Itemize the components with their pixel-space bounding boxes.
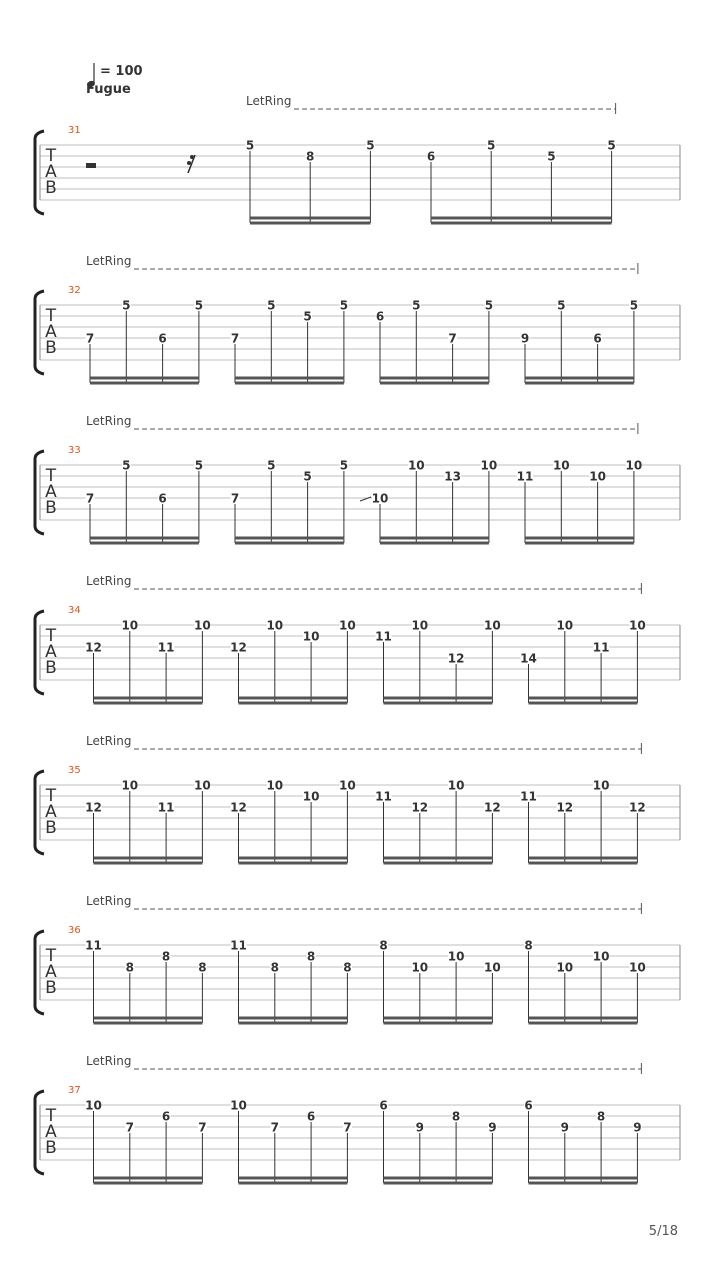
fret-number: 12	[629, 800, 646, 815]
fret-number: 6	[161, 1109, 171, 1124]
beam-primary	[250, 217, 370, 220]
beam-secondary	[384, 1182, 493, 1185]
fret-number: 8	[161, 949, 171, 964]
fret-number: 7	[448, 331, 457, 346]
beam-primary	[384, 1177, 493, 1180]
tab-clef-letter: A	[45, 642, 57, 662]
beam-group	[524, 939, 646, 1025]
section-title: Fugue	[86, 82, 131, 97]
fret-number: 8	[306, 949, 316, 964]
fret-number: 10	[484, 960, 501, 975]
fret-number: 5	[194, 298, 204, 313]
half-rest	[86, 163, 96, 168]
beam-secondary	[239, 862, 348, 865]
fret-number: 9	[560, 1120, 569, 1135]
beam-primary	[235, 377, 344, 380]
fret-number: 9	[488, 1120, 497, 1135]
beam-group	[524, 1099, 642, 1185]
fret-number: 8	[125, 960, 134, 975]
tab-clef-letter: B	[45, 658, 57, 678]
tab-clef-letter: A	[45, 162, 57, 182]
fret-number: 10	[556, 960, 574, 975]
tab-clef-letter: A	[45, 802, 57, 822]
fret-number: 5	[366, 138, 375, 153]
tab-clef-letter: T	[45, 626, 57, 646]
fret-number: 10	[371, 491, 389, 506]
beam-secondary	[239, 702, 348, 705]
fret-number: 10	[407, 458, 425, 473]
beam-group	[230, 779, 356, 865]
beam-secondary	[384, 1022, 493, 1025]
beam-group	[375, 619, 501, 705]
fret-number: 7	[198, 1120, 207, 1135]
fret-number: 7	[85, 491, 95, 506]
beam-primary	[90, 377, 199, 380]
fret-number: 5	[122, 298, 131, 313]
beam-primary	[529, 697, 638, 700]
fret-number: 5	[267, 458, 276, 473]
tab-clef-letter: B	[45, 1138, 57, 1158]
beam-primary	[384, 1017, 493, 1020]
beam-group	[85, 619, 211, 705]
beam-secondary	[529, 1182, 638, 1185]
beam-primary	[235, 537, 344, 540]
beam-secondary	[380, 382, 489, 385]
beam-group	[521, 299, 639, 385]
tab-clef-letter: A	[45, 962, 57, 982]
fret-number: 11	[230, 938, 247, 953]
beam-secondary	[384, 702, 493, 705]
fret-number: 9	[633, 1120, 642, 1135]
beam-secondary	[529, 862, 638, 865]
tab-clef-letter: B	[45, 178, 57, 198]
fret-number: 10	[556, 618, 574, 633]
fret-number: 5	[339, 298, 349, 313]
fret-number: 10	[625, 458, 643, 473]
beam-secondary	[525, 542, 634, 545]
beam-secondary	[250, 222, 370, 225]
beam-group	[85, 779, 211, 865]
beam-secondary	[529, 1022, 638, 1025]
fret-number: 10	[194, 778, 211, 793]
beam-group	[360, 459, 497, 545]
fret-number: 11	[157, 640, 175, 655]
beam-primary	[525, 377, 634, 380]
fret-number: 10	[302, 629, 320, 644]
fret-number: 5	[303, 469, 312, 484]
beam-primary	[94, 697, 203, 700]
beam-secondary	[90, 382, 199, 385]
fret-number: 11	[592, 640, 610, 655]
fret-number: 6	[379, 1098, 388, 1113]
beam-secondary	[94, 702, 203, 705]
beam-secondary	[94, 1022, 203, 1025]
beam-group	[379, 939, 501, 1025]
fret-number: 5	[557, 298, 566, 313]
tab-clef-letter: A	[45, 322, 57, 342]
fret-number: 7	[85, 331, 95, 346]
fret-number: 12	[447, 651, 465, 666]
fret-number: 5	[487, 138, 496, 153]
fret-number: 8	[596, 1109, 606, 1124]
beam-group	[379, 1099, 497, 1185]
let-ring-label: LetRing	[86, 894, 132, 908]
fret-number: 10	[552, 458, 570, 473]
fret-number: 10	[230, 1098, 247, 1113]
fret-number: 8	[306, 149, 315, 164]
fret-number: 7	[125, 1120, 134, 1135]
beam-secondary	[525, 382, 634, 385]
fret-number: 12	[556, 800, 574, 815]
staff-systems	[35, 94, 680, 1185]
beam-primary	[94, 1017, 203, 1020]
fret-number: 11	[516, 469, 534, 484]
measure-number: 32	[68, 285, 81, 296]
fret-number: 8	[198, 960, 207, 975]
fret-number: 6	[306, 1109, 316, 1124]
fret-number: 6	[593, 331, 602, 346]
staff-system	[35, 734, 680, 865]
fret-number: 10	[592, 949, 610, 964]
let-ring-label: LetRing	[86, 1054, 132, 1068]
beam-primary	[90, 537, 199, 540]
beam-secondary	[431, 222, 612, 225]
beam-group	[427, 139, 617, 225]
beam-primary	[94, 1177, 203, 1180]
tab-clef-letter: B	[45, 818, 57, 838]
tempo-marking: = 100	[100, 64, 143, 79]
tab-clef-letter: A	[45, 482, 57, 502]
fret-number: 5	[607, 138, 616, 153]
beam-secondary	[384, 862, 493, 865]
fret-number: 10	[339, 778, 356, 793]
fret-number: 13	[444, 469, 461, 484]
fret-number: 10	[121, 618, 139, 633]
beam-group	[86, 299, 204, 385]
beam-primary	[525, 537, 634, 540]
beam-group	[246, 139, 375, 225]
fret-number: 10	[302, 789, 320, 804]
beam-group	[520, 779, 646, 865]
tab-clef-letter: B	[45, 498, 57, 518]
let-ring-label: LetRing	[86, 254, 132, 268]
fret-number: 7	[343, 1120, 352, 1135]
fret-number: 11	[375, 629, 392, 644]
tab-clef-letter: T	[45, 946, 57, 966]
beam-primary	[380, 377, 489, 380]
fret-number: 10	[589, 469, 606, 484]
fret-number: 11	[85, 938, 102, 953]
fret-number: 10	[194, 618, 211, 633]
measure-number: 34	[68, 605, 81, 616]
beam-group	[375, 779, 501, 865]
fret-number: 10	[629, 960, 646, 975]
fret-number: 7	[270, 1120, 279, 1135]
fret-number: 5	[339, 458, 349, 473]
beam-secondary	[235, 542, 344, 545]
fret-number: 11	[157, 800, 175, 815]
fret-number: 6	[426, 149, 436, 164]
fret-number: 10	[266, 618, 284, 633]
fret-number: 8	[270, 960, 279, 975]
beam-group	[231, 459, 349, 545]
fret-number: 6	[158, 491, 167, 506]
beam-secondary	[235, 382, 344, 385]
fret-number: 12	[484, 800, 501, 815]
measure-number: 35	[68, 765, 81, 776]
fret-number: 5	[194, 458, 204, 473]
tab-clef-letter: T	[45, 466, 57, 486]
fret-number: 12	[411, 800, 429, 815]
fret-number: 12	[230, 800, 247, 815]
beam-group	[85, 939, 207, 1025]
beam-primary	[239, 1177, 348, 1180]
fret-number: 8	[451, 1109, 461, 1124]
fret-number: 7	[230, 331, 240, 346]
beam-primary	[384, 857, 493, 860]
fret-number: 14	[520, 651, 537, 666]
fret-number: 6	[524, 1098, 533, 1113]
fret-number: 5	[484, 298, 494, 313]
beam-primary	[431, 217, 612, 220]
staff-system	[35, 574, 680, 705]
beam-primary	[384, 697, 493, 700]
beam-group	[230, 939, 352, 1025]
fret-number: 10	[121, 778, 139, 793]
fret-number: 5	[547, 149, 556, 164]
fret-number: 10	[480, 458, 498, 473]
fret-number: 8	[343, 960, 352, 975]
beam-secondary	[239, 1022, 348, 1025]
beam-primary	[529, 1177, 638, 1180]
let-ring-label: LetRing	[246, 94, 292, 108]
fret-number: 10	[85, 1098, 102, 1113]
beam-secondary	[380, 542, 489, 545]
beam-group	[517, 459, 643, 545]
beam-primary	[529, 857, 638, 860]
fret-number: 12	[85, 640, 102, 655]
tab-clef-letter: T	[45, 306, 57, 326]
fret-number: 6	[375, 309, 385, 324]
beam-group	[520, 619, 646, 705]
fret-number: 6	[158, 331, 167, 346]
tab-clef-letter: T	[45, 1106, 57, 1126]
staff-system	[35, 414, 680, 545]
fret-number: 10	[629, 618, 646, 633]
fret-number: 9	[520, 331, 530, 346]
staff-system	[35, 254, 680, 385]
beam-primary	[529, 1017, 638, 1020]
beam-secondary	[529, 702, 638, 705]
fret-number: 5	[245, 138, 255, 153]
let-ring-label: LetRing	[86, 734, 132, 748]
fret-number: 10	[411, 960, 429, 975]
measure-number: 36	[68, 925, 81, 936]
let-ring-label: LetRing	[86, 574, 132, 588]
beam-secondary	[90, 542, 199, 545]
sixteenth-rest-flag	[187, 161, 191, 165]
beam-group	[85, 1099, 207, 1185]
fret-number: 10	[339, 618, 356, 633]
beam-group	[230, 1099, 352, 1185]
beam-group	[376, 299, 494, 385]
fret-number: 8	[524, 938, 533, 953]
beam-group	[230, 619, 356, 705]
beam-secondary	[94, 1182, 203, 1185]
fret-number: 11	[520, 789, 537, 804]
staff-system	[35, 94, 680, 225]
fret-number: 10	[411, 618, 429, 633]
beam-group	[86, 459, 204, 545]
tab-clef-letter: T	[45, 146, 57, 166]
score-header	[86, 63, 143, 97]
tab-clef-letter: B	[45, 338, 57, 358]
let-ring-label: LetRing	[86, 414, 132, 428]
tab-clef-letter: B	[45, 978, 57, 998]
fret-number: 5	[303, 309, 312, 324]
measure-number: 33	[68, 445, 81, 456]
beam-primary	[239, 697, 348, 700]
fret-number: 8	[379, 938, 388, 953]
fret-number: 10	[447, 778, 465, 793]
beam-primary	[239, 857, 348, 860]
page-number: 5/18	[648, 1224, 678, 1239]
beam-secondary	[239, 1182, 348, 1185]
staff-system	[35, 1054, 680, 1185]
beam-primary	[380, 537, 489, 540]
beam-secondary	[94, 862, 203, 865]
fret-number: 11	[375, 789, 392, 804]
fret-number: 5	[412, 298, 421, 313]
fret-number: 5	[267, 298, 276, 313]
tab-clef-letter: T	[45, 786, 57, 806]
fret-number: 10	[447, 949, 465, 964]
beam-primary	[239, 1017, 348, 1020]
fret-number: 9	[415, 1120, 424, 1135]
fret-number: 10	[266, 778, 284, 793]
fret-number: 12	[230, 640, 247, 655]
fret-number: 5	[122, 458, 131, 473]
measure-number: 31	[68, 125, 81, 136]
fret-number: 5	[629, 298, 639, 313]
fret-number: 10	[484, 618, 501, 633]
measure-number: 37	[68, 1085, 81, 1096]
tab-clef-letter: A	[45, 1122, 57, 1142]
fret-number: 10	[592, 778, 610, 793]
beam-primary	[94, 857, 203, 860]
fret-number: 12	[85, 800, 102, 815]
staff-system	[35, 894, 680, 1025]
fret-number: 7	[230, 491, 240, 506]
sixteenth-rest-flag	[190, 155, 194, 159]
beam-group	[231, 299, 349, 385]
